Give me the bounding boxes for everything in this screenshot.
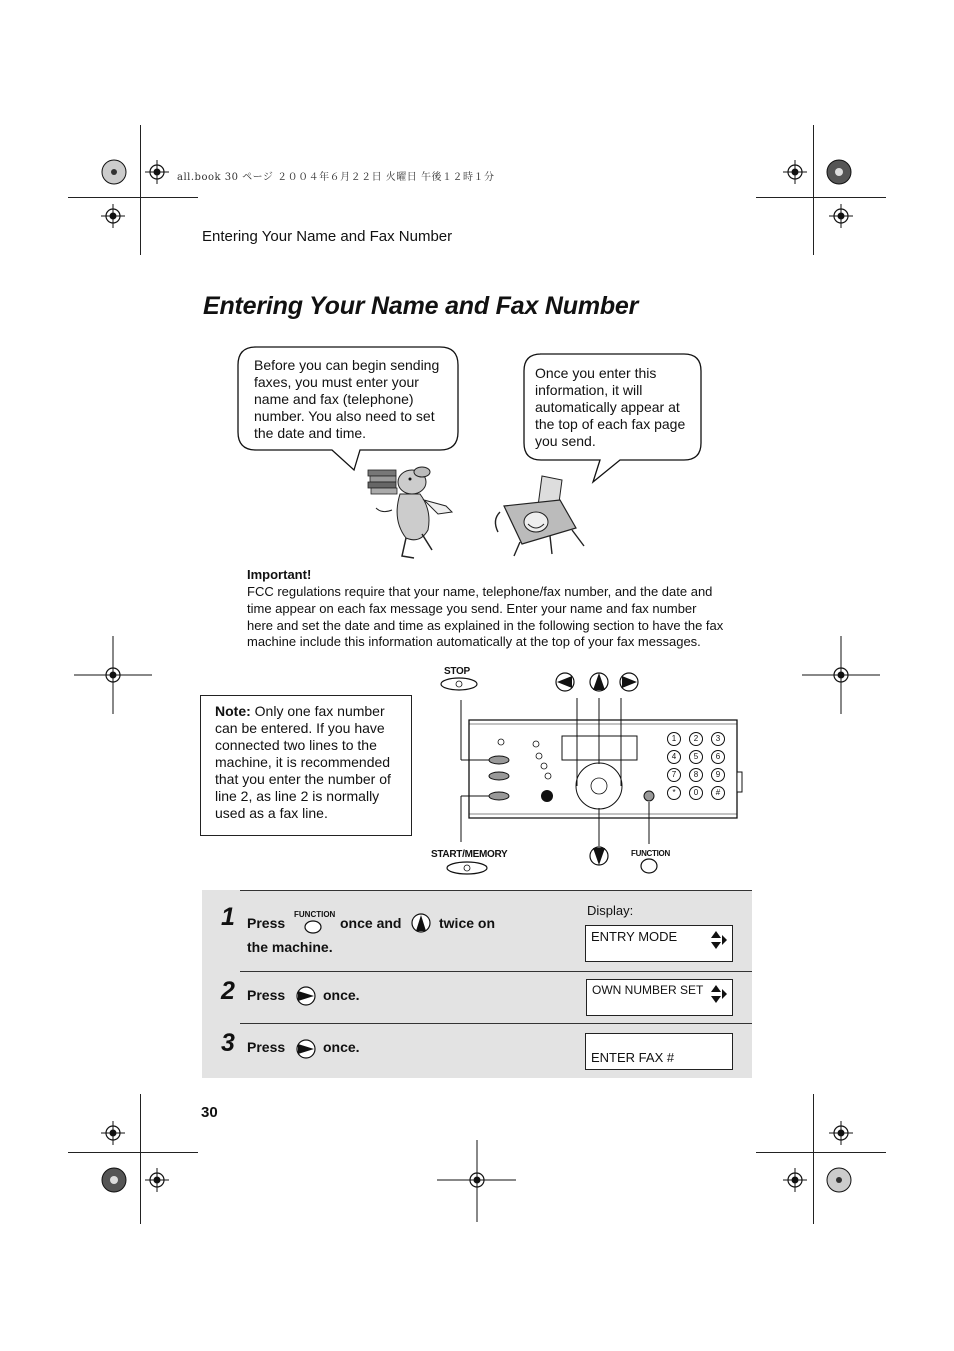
step-divider <box>240 1023 752 1024</box>
step-3-press: Press <box>247 1039 286 1055</box>
note-text: Note: Only one fax number can be entered. If you have connected two lines to the machine, it is recommended that you enter the number of line 2, as line 2 is normally used as a fax line. <box>215 703 391 821</box>
print-info: all.book 30 ページ ２００４年６月２２日 火曜日 午後１２時１分 <box>177 172 495 183</box>
step-3-end: once. <box>323 1039 360 1055</box>
function-key-icon <box>641 859 657 873</box>
keypad-key: 7 <box>667 768 681 782</box>
function-label: FUNCTION <box>631 849 670 858</box>
left-arrow-key-icon <box>556 673 574 691</box>
start-memory-label: START/MEMORY <box>431 849 508 860</box>
lcd-display <box>585 1033 733 1070</box>
page-title: Entering Your Name and Fax Number <box>203 292 639 320</box>
fax-machine-illustration <box>490 470 590 565</box>
scroll-arrows-icon <box>710 930 728 950</box>
important-body: FCC regulations require that your name, telephone/fax number, and the date and time appear on each fax message you send. Enter your name and fax number here and set the date and time as explained in the following section to have the fax machine include this information automatically at the top of your fax messages. <box>247 584 724 650</box>
keypad-key: 3 <box>711 732 725 746</box>
keypad-key: # <box>711 786 725 800</box>
keypad-key: 9 <box>711 768 725 782</box>
running-head: Entering Your Name and Fax Number <box>202 228 453 245</box>
keypad-key: * <box>667 786 681 800</box>
keypad <box>667 732 729 804</box>
left-bubble-text: Before you can begin sending faxes, you must enter your name and fax (telephone) number. You also need to set the date and time. <box>254 357 440 441</box>
keypad-key: 5 <box>689 750 703 764</box>
keypad-key: 4 <box>667 750 681 764</box>
important-heading: Important! <box>247 567 312 582</box>
lcd-display <box>586 979 733 1016</box>
speech-bubbles <box>0 0 954 600</box>
lcd-text: OWN NUMBER SET <box>592 983 704 997</box>
step-divider <box>240 890 752 891</box>
lcd-text: ENTER FAX # <box>591 1050 675 1065</box>
step-number: 3 <box>221 1029 235 1057</box>
right-bubble-text: Once you enter this information, it will automatically appear at the top of each fax page you send. <box>535 365 686 449</box>
step-number: 1 <box>221 903 235 931</box>
step-1-line2: the machine. <box>247 939 333 955</box>
right-arrow-button-icon <box>295 1038 317 1060</box>
display-label: Display: <box>587 903 634 918</box>
up-arrow-button-icon <box>410 912 432 934</box>
page-number: 30 <box>201 1104 218 1121</box>
stop-key-icon <box>441 678 477 690</box>
note-label: Note: <box>215 703 251 719</box>
keypad-key: 8 <box>689 768 703 782</box>
right-arrow-key-icon <box>620 673 638 691</box>
lcd-display <box>585 925 733 962</box>
keypad-key: 0 <box>689 786 703 800</box>
lcd-text: ENTRY MODE <box>591 929 678 944</box>
step-number: 2 <box>221 977 235 1005</box>
dog-mascot-illustration <box>362 460 457 565</box>
stop-label: STOP <box>444 666 470 677</box>
function-key-label: FUNCTION <box>294 910 336 919</box>
start-key-icon <box>447 862 487 874</box>
right-arrow-button-icon <box>295 985 317 1007</box>
scroll-arrows-icon <box>710 984 728 1004</box>
keypad-key: 2 <box>689 732 703 746</box>
step-2-end: once. <box>323 987 360 1003</box>
function-button-icon <box>302 920 324 934</box>
step-1-end: twice on <box>439 915 496 931</box>
down-arrow-key-icon <box>590 847 608 865</box>
step-2-press: Press <box>247 987 286 1003</box>
step-divider <box>240 971 752 972</box>
keypad-key: 1 <box>667 732 681 746</box>
step-1-middle: once and <box>340 915 402 931</box>
up-arrow-key-icon <box>590 673 608 691</box>
keypad-key: 6 <box>711 750 725 764</box>
step-1-press: Press <box>247 915 286 931</box>
note-box <box>200 695 412 836</box>
